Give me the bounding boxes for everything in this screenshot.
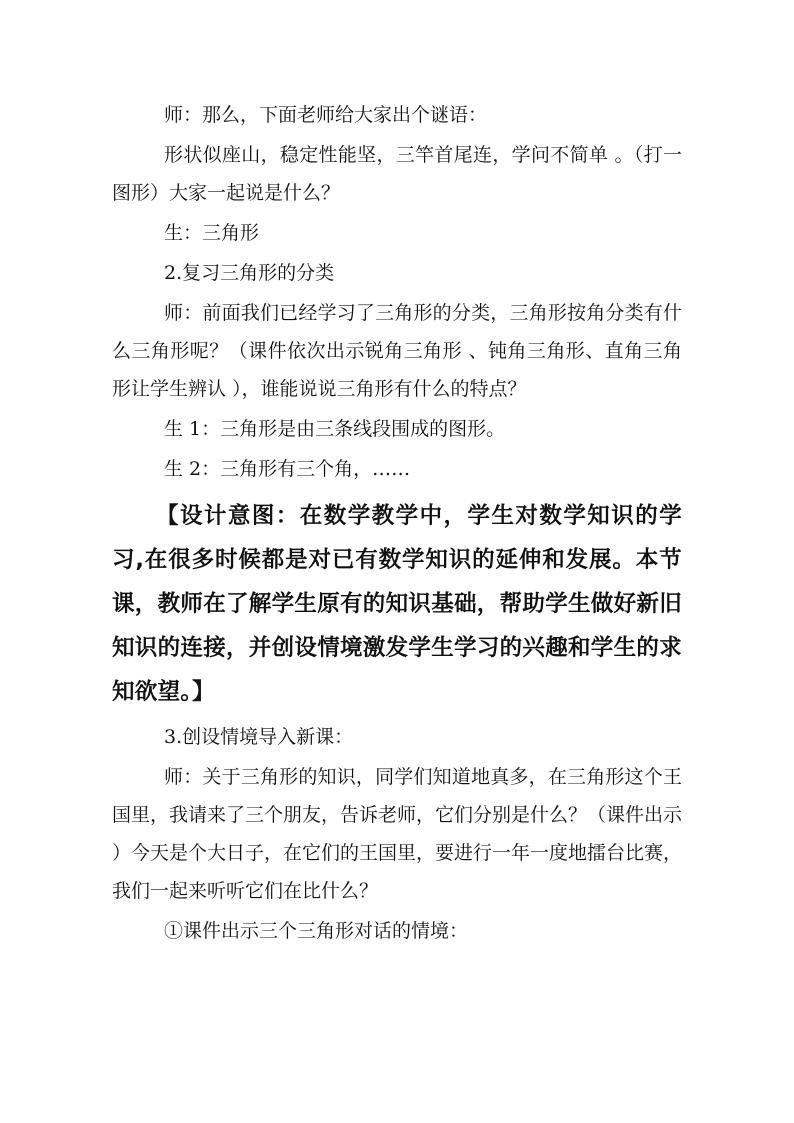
section-heading-scenario: 3.创设情境导入新课： xyxy=(164,726,354,748)
paragraph-student-answer: 生：三角形 xyxy=(164,222,260,244)
paragraph-teacher-kingdom: 师：关于三角形的知识，同学们知道地真多，在三角形这个王国里，我请来了三个朋友，告诉老师，它们分别是什么？（课件出示 ）今天是个大日子，在它们的王国里，要进行一年一度地擂台比赛，我们一起来听听它们在比什么？ xyxy=(112,766,683,902)
document-page xyxy=(112,96,682,950)
design-intent-note: 【设计意图：在数学教学中，学生对数学知识的学习,在很多时候都是对已有数学知识的延伸和发展。本节课，教师在了解学生原有的知识基础，帮助学生做好新旧知识的连接，并创设情境激发学生学习的兴趣和学生的求知欲望。】 xyxy=(112,503,683,705)
paragraph-student-2: 生 2：三角形有三个角，…… xyxy=(164,458,411,480)
paragraph-teacher-question: 师：前面我们已经学习了三角形的分类，三角形按角分类有什么三角形呢？（课件依次出示锐角三角形 、钝角三角形、直角三角形让学生辨认 ），谁能说说三角形有什么的特点？ xyxy=(112,302,682,400)
paragraph-courseware-dialogue: ①课件出示三个三角形对话的情境： xyxy=(164,920,469,942)
paragraph-student-1: 生 1：三角形是由三条线段围成的图形。 xyxy=(164,418,506,440)
paragraph-riddle-intro: 师：那么，下面老师给大家出个谜语： xyxy=(164,104,488,126)
paragraph-riddle: 形状似座山，稳定性能坚，三竿首尾连，学问不简单 。（打一图形）大家一起说是什么？ xyxy=(112,144,682,204)
section-heading-review: 2.复习三角形的分类 xyxy=(164,262,335,284)
